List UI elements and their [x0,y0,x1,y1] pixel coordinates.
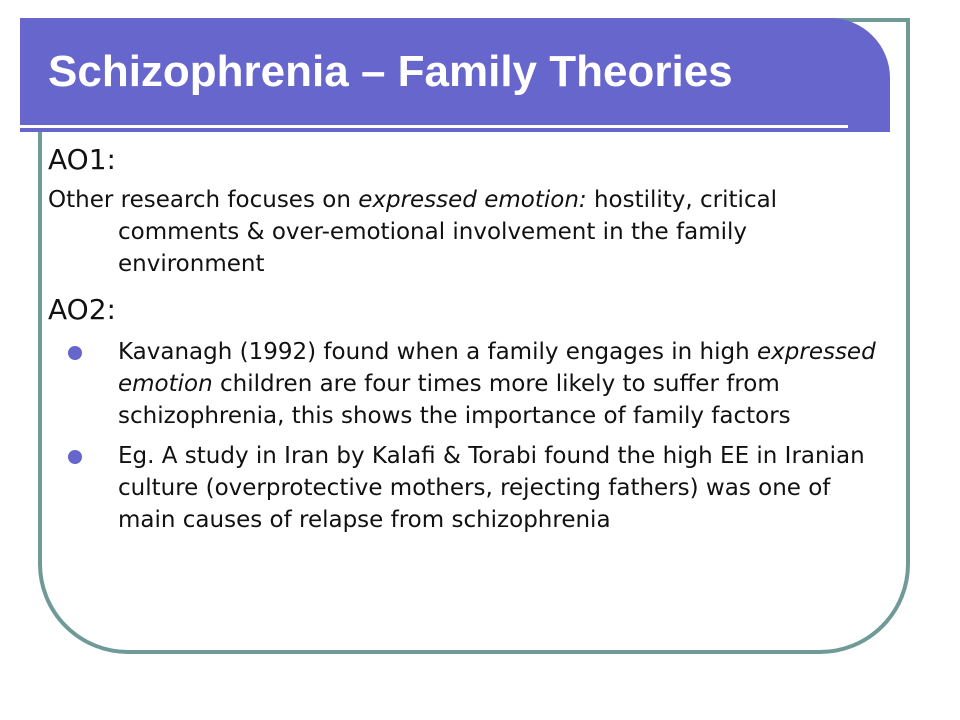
bullet-dot-icon [68,346,82,360]
ao2-bullet-2 [48,440,894,536]
bullet-dot-icon [68,450,82,464]
ao1-paragraph [48,184,894,280]
ao1-text-before: Other research focuses on [48,187,359,213]
bullet-1-after: children are four times more likely to suffer from schizophrenia, this shows the importance of family factors [118,371,791,429]
ao1-text-after: hostility, critical comments & over-emotional involvement in the family environment [118,187,778,277]
ao2-bullet-list [48,336,894,536]
slide-title: Schizophrenia – Family Theories [48,47,733,96]
slide-content [48,140,894,544]
title-underline [20,125,848,128]
ao1-heading: AO1: [48,143,116,176]
bullet-2-text: Eg. A study in Iran by Kalafi & Torabi found the high EE in Iranian culture (overprotective mothers, rejecting fathers) was one of main causes of relapse from schizophrenia [118,443,865,533]
bullet-1-before: Kavanagh (1992) found when a family engages in high [118,339,757,365]
bullet-1-emphasis: expressed emotion [118,339,876,397]
ao1-text-emphasis: expressed emotion: [358,187,587,213]
ao2-heading: AO2: [48,293,116,326]
ao2-bullet-1 [48,336,894,432]
